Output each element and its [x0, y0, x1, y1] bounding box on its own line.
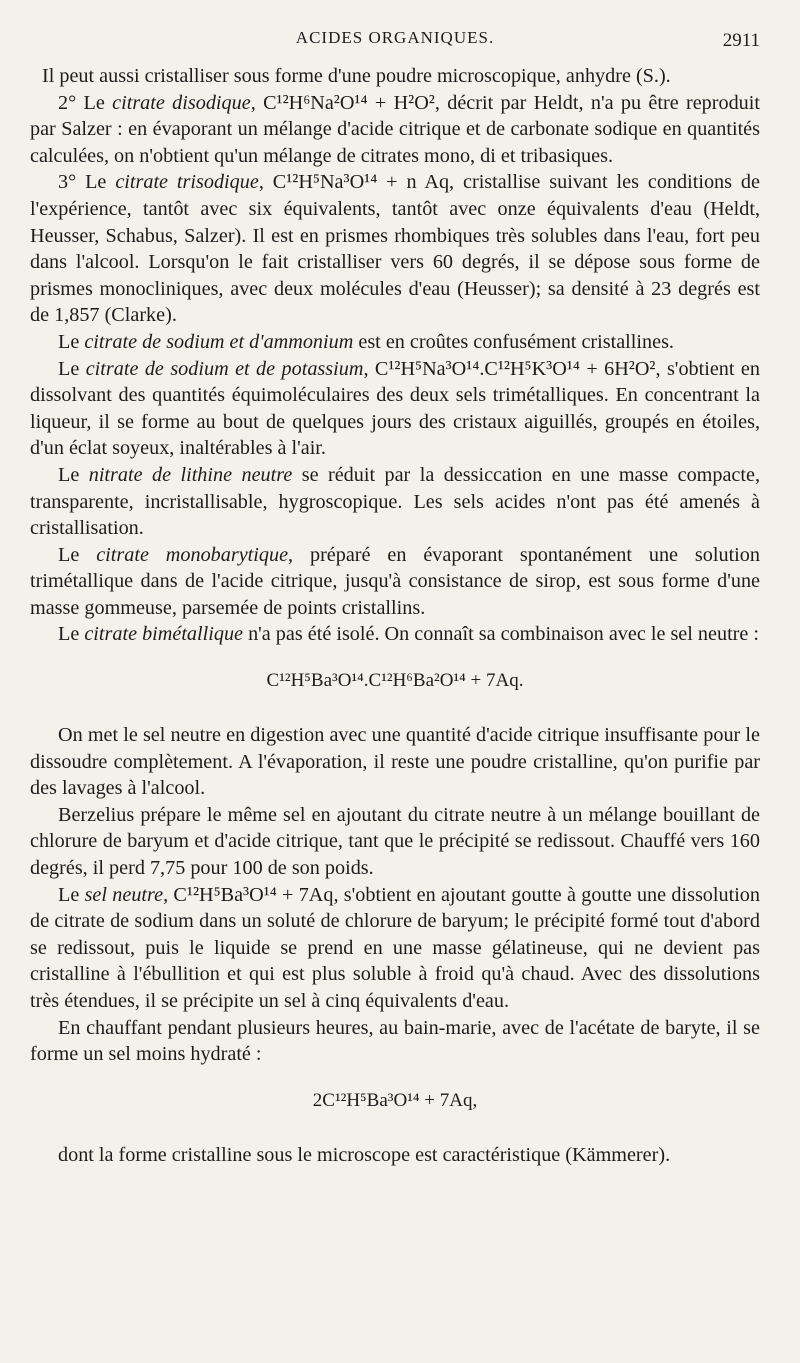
- paragraph: Le nitrate de lithine neutre se réduit par la dessiccation en une masse compacte, transparente, incristallisable, hygroscopique. Les sels acides n'ont pas été amenés à cristallisation.: [30, 463, 760, 540]
- compound-name: citrate de sodium et d'ammonium: [84, 330, 354, 353]
- paragraph: Berzelius prépare le même sel en ajoutant du citrate neutre à un mélange bouillant de chlorure de baryum et d'acide citrique, tant que le précipité se redissout. Chauffé vers 160 degrés, il perd 7,75 pour 100 de son poids.: [30, 803, 760, 880]
- paragraph: On met le sel neutre en digestion avec une quantité d'acide citrique insuffisante pour le dissoudre complètement. A l'évaporation, il reste une poudre cristalline, qu'on purifie par des lavages à l'alcool.: [30, 724, 760, 800]
- page-body: [30, 63, 760, 1168]
- paragraph: 3° Le citrate trisodique, C¹²H⁵Na³O¹⁴ + n Aq, cristallise suivant les conditions de l'expérience, tantôt avec six équivalents, tantôt avec onze équivalents d'eau (Heldt, Heusser, Schabus, Salzer). Il est en prismes rhombiques très solubles dans l'eau, fort peu dans l'alcool. Lorsqu'on le fait cristalliser vers 60 degrés, il se dépose sous forme de prismes monocliniques, avec deux molécules d'eau (Heusser); sa densité à 23 degrés est de 1,857 (Clarke).: [30, 171, 760, 327]
- compound-name: citrate bimétallique: [84, 623, 244, 646]
- compound-name: citrate disodique: [112, 91, 251, 114]
- formula: 2C¹²H⁵Ba³O¹⁴ + 7Aq,: [312, 1089, 478, 1111]
- paragraph: Il peut aussi cristalliser sous forme d'une poudre microscopique, anhydre (S.).: [42, 65, 671, 87]
- page-header: [30, 28, 760, 62]
- formula: C¹²H⁵Ba³O¹⁴.C¹²H⁶Ba²O¹⁴ + 7Aq.: [266, 670, 524, 692]
- running-title: ACIDES ORGANIQUES.: [295, 28, 495, 47]
- compound-name: citrate monobarytique: [96, 543, 289, 566]
- paragraph: Le citrate monobarytique, préparé en évaporant spontanément une solution trimétallique dans de l'acide citrique, jusqu'à consistance de sirop, est sous forme d'une masse gommeuse, parsemée de points cristallins.: [30, 543, 760, 619]
- compound-name: sel neutre: [84, 883, 164, 906]
- paragraph: dont la forme cristalline sous le microscope est caractéristique (Kämmerer).: [58, 1143, 671, 1166]
- page-number: 2911: [722, 30, 760, 51]
- compound-name: citrate de sodium et de potassium: [85, 357, 364, 380]
- paragraph: 2° Le citrate disodique, C¹²H⁶Na²O¹⁴ + H²O², décrit par Heldt, n'a pu être reproduit par Salzer : en évaporant un mélange d'acide citrique et de carbonate sodique en quantités calculées, on n'obtient qu'un mélange de citrates mono, di et tribasiques.: [30, 91, 760, 167]
- paragraph: Le citrate bimétallique n'a pas été isolé. On connaît sa combinaison avec le sel neutre :: [58, 623, 760, 646]
- paragraph: Le sel neutre, C¹²H⁵Ba³O¹⁴ + 7Aq, s'obtient en ajoutant goutte à goutte une dissolution de citrate de sodium dans un soluté de chlorure de baryum; le précipité formé tout d'abord se redissout, puis le liquide se prend en une masse gélatineuse, qui ne devient pas cristalline à l'ébullition et qui est plus soluble à froid qu'à chaud. Avec des dissolutions très étendues, il se précipite un sel à cinq équivalents d'eau.: [30, 883, 760, 1012]
- compound-name: nitrate de lithine neutre: [88, 463, 293, 486]
- paragraph: En chauffant pendant plusieurs heures, au bain-marie, avec de l'acétate de baryte, il se forme un sel moins hydraté :: [30, 1016, 760, 1066]
- compound-name: citrate trisodique: [115, 171, 259, 194]
- paragraph: Le citrate de sodium et d'ammonium est en croûtes confusément cristallines.: [58, 330, 674, 353]
- paragraph: Le citrate de sodium et de potassium, C¹²H⁵Na³O¹⁴.C¹²H⁵K³O¹⁴ + 6H²O², s'obtient en dissolvant des quantités équimoléculaires des deux sels trimétalliques. En concentrant la liqueur, il se forme au bout de quelques jours des cristaux aiguillés, groupés en étoiles, d'un éclat soyeux, inaltérables à l'air.: [30, 357, 760, 460]
